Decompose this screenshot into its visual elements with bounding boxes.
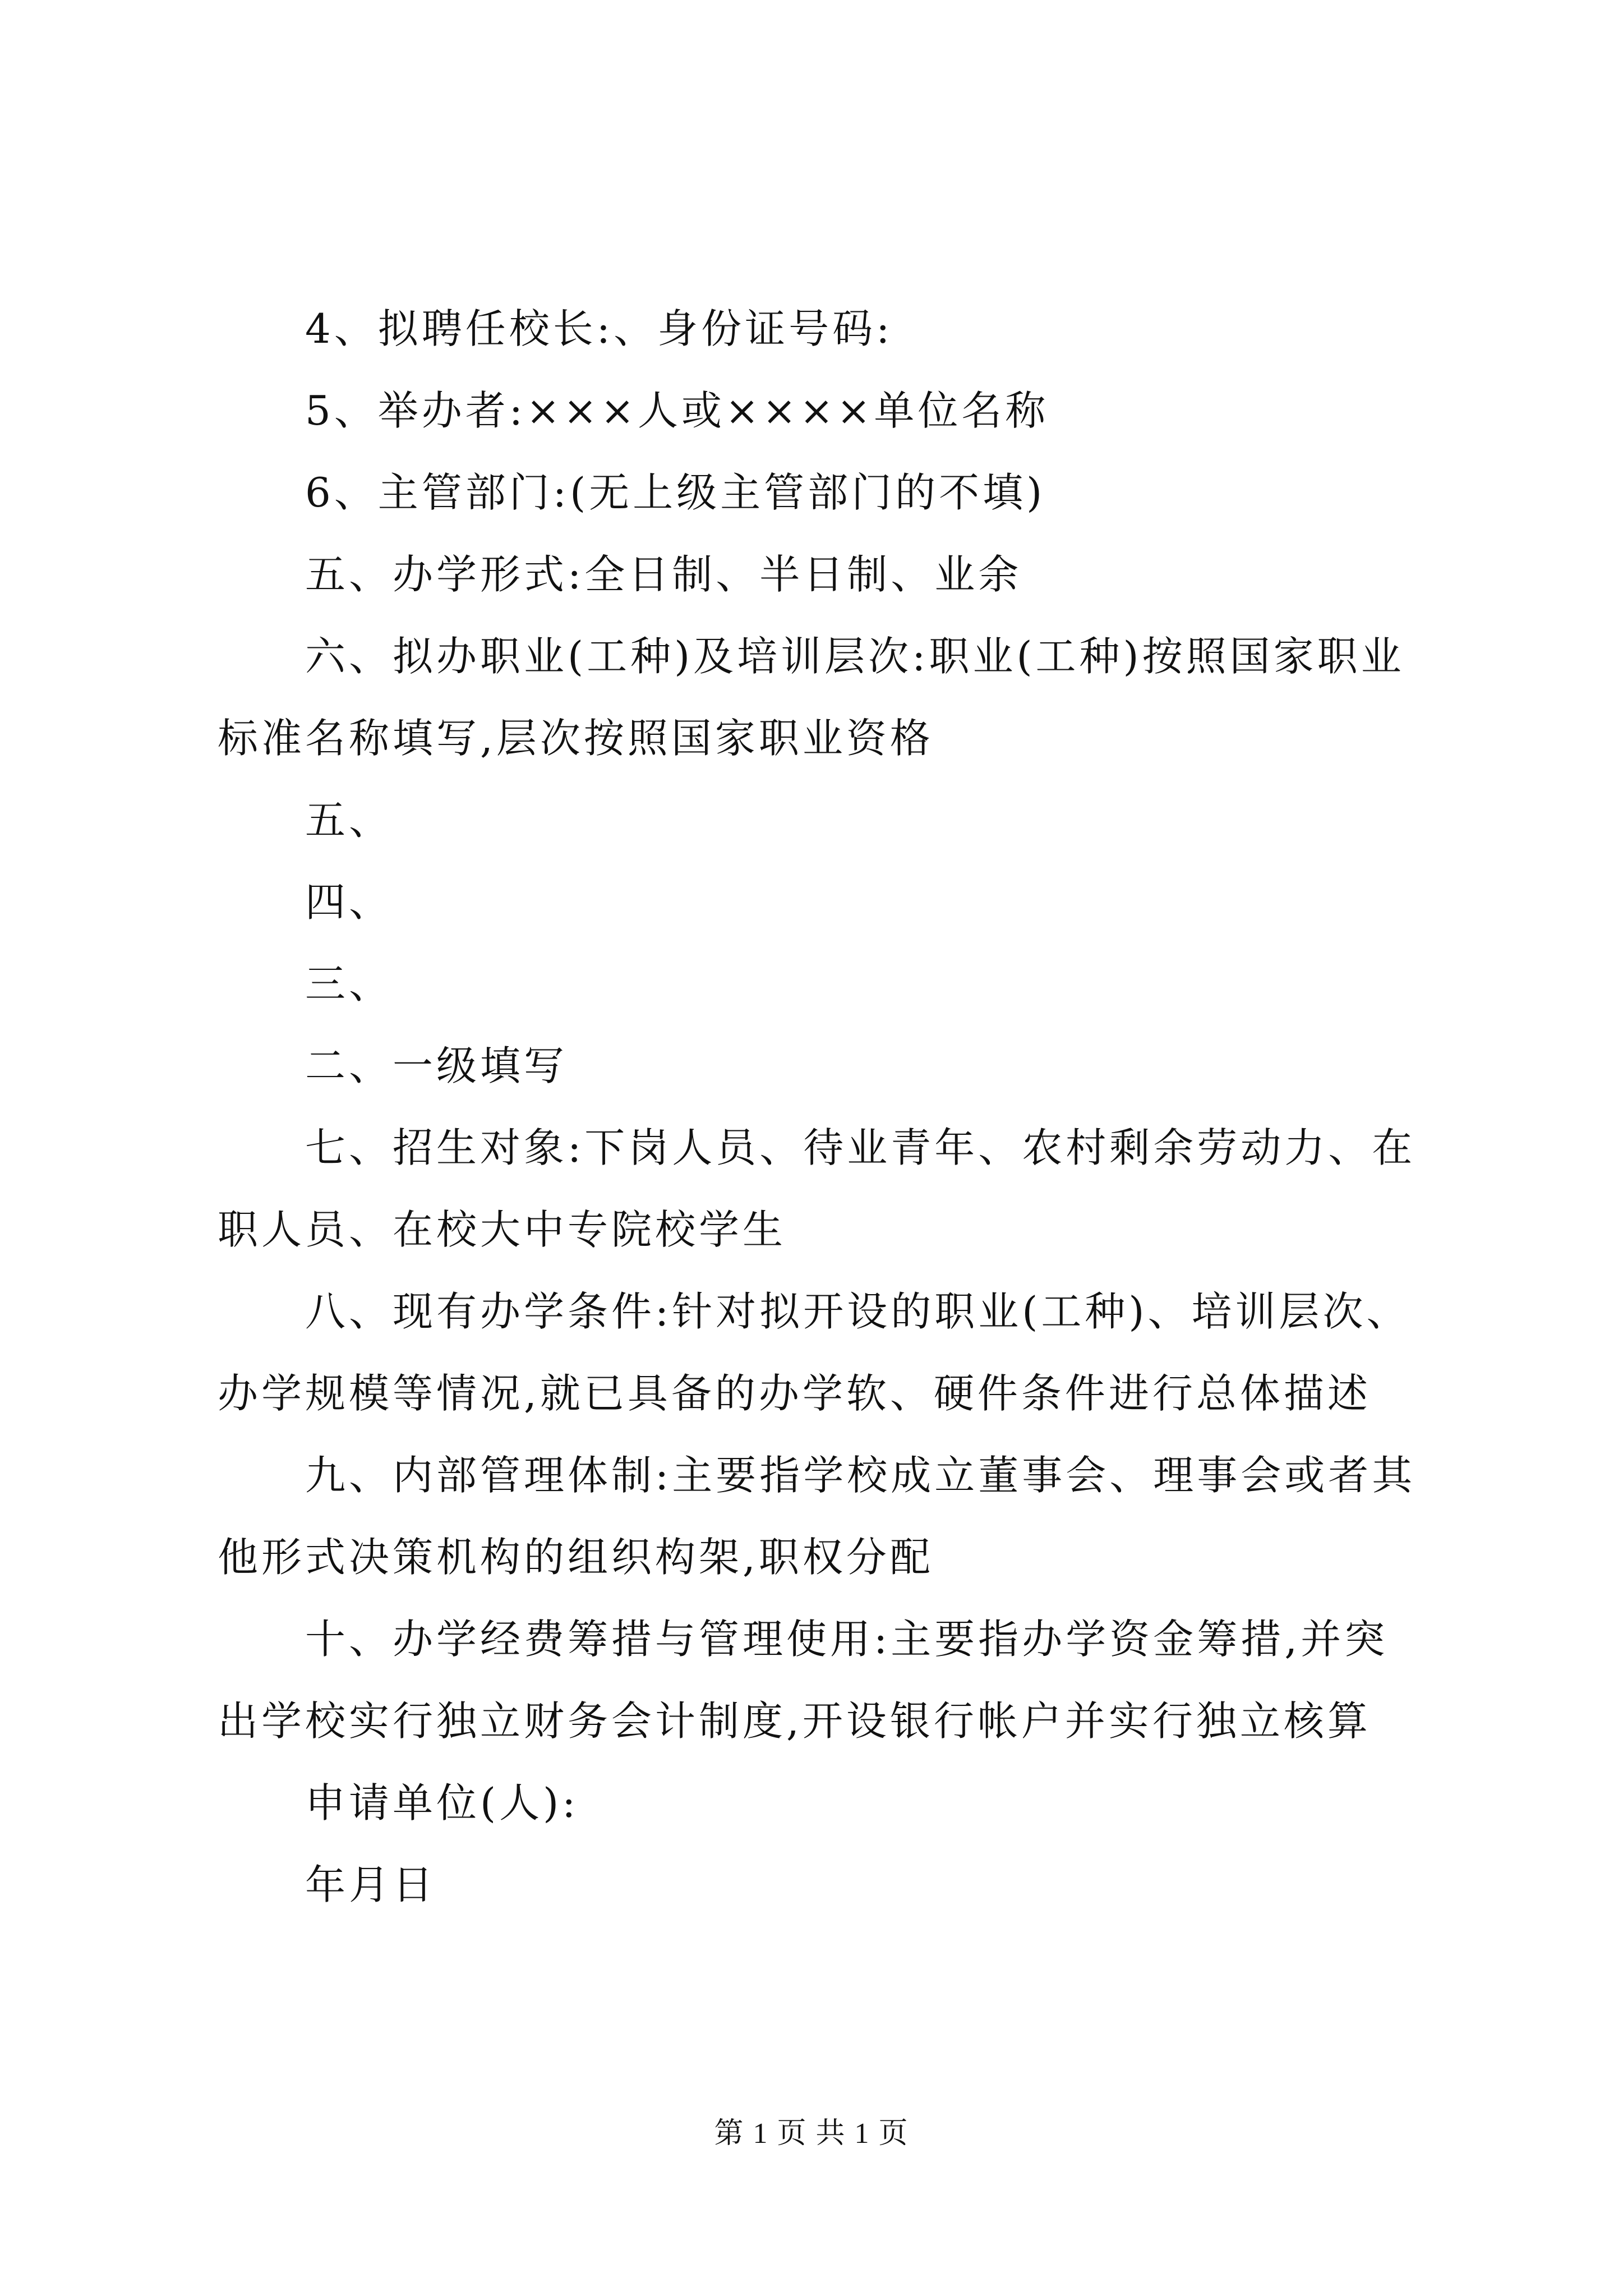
paragraph-principal: 4、拟聘任校长:、身份证号码: bbox=[305, 305, 893, 352]
paragraph-training-levels: 六、拟办职业(工种)及培训层次:职业(工种)按照国家职业标准名称填写,层次按照国家职业资格 bbox=[218, 633, 1405, 762]
paragraph-organizer: 5、举办者:×××人或××××单位名称 bbox=[305, 387, 1049, 434]
paragraph-enrollment-targets: 七、招生对象:下岗人员、待业青年、农村剩余劳动力、在职人员、在校大中专院校学生 bbox=[218, 1124, 1416, 1253]
paragraph-level-two: 二、一级填写 bbox=[305, 1042, 568, 1089]
paragraph-school-form: 五、办学形式:全日制、半日制、业余 bbox=[305, 551, 1022, 598]
paragraph-level-five: 五、 bbox=[305, 797, 393, 844]
paragraph-supervising-dept: 6、主管部门:(无上级主管部门的不填) bbox=[305, 469, 1046, 516]
paragraph-level-three: 三、 bbox=[305, 960, 393, 1007]
page-number-footer: 第 1 页 共 1 页 bbox=[714, 2118, 909, 2150]
paragraph-date: 年月日 bbox=[305, 1861, 437, 1908]
document-body bbox=[218, 288, 1418, 1926]
paragraph-funding: 十、办学经费筹措与管理使用:主要指办学资金筹措,并突出学校实行独立财务会计制度,开设银行帐户并实行独立核算 bbox=[218, 1616, 1389, 1745]
paragraph-existing-conditions: 八、现有办学条件:针对拟开设的职业(工种)、培训层次、办学规模等情况,就已具备的办学软、硬件条件进行总体描述 bbox=[218, 1288, 1410, 1417]
paragraph-internal-management: 九、内部管理体制:主要指学校成立董事会、理事会或者其他形式决策机构的组织构架,职权分配 bbox=[218, 1452, 1416, 1581]
paragraph-level-four: 四、 bbox=[305, 878, 393, 926]
paragraph-applicant: 申请单位(人): bbox=[305, 1779, 579, 1826]
